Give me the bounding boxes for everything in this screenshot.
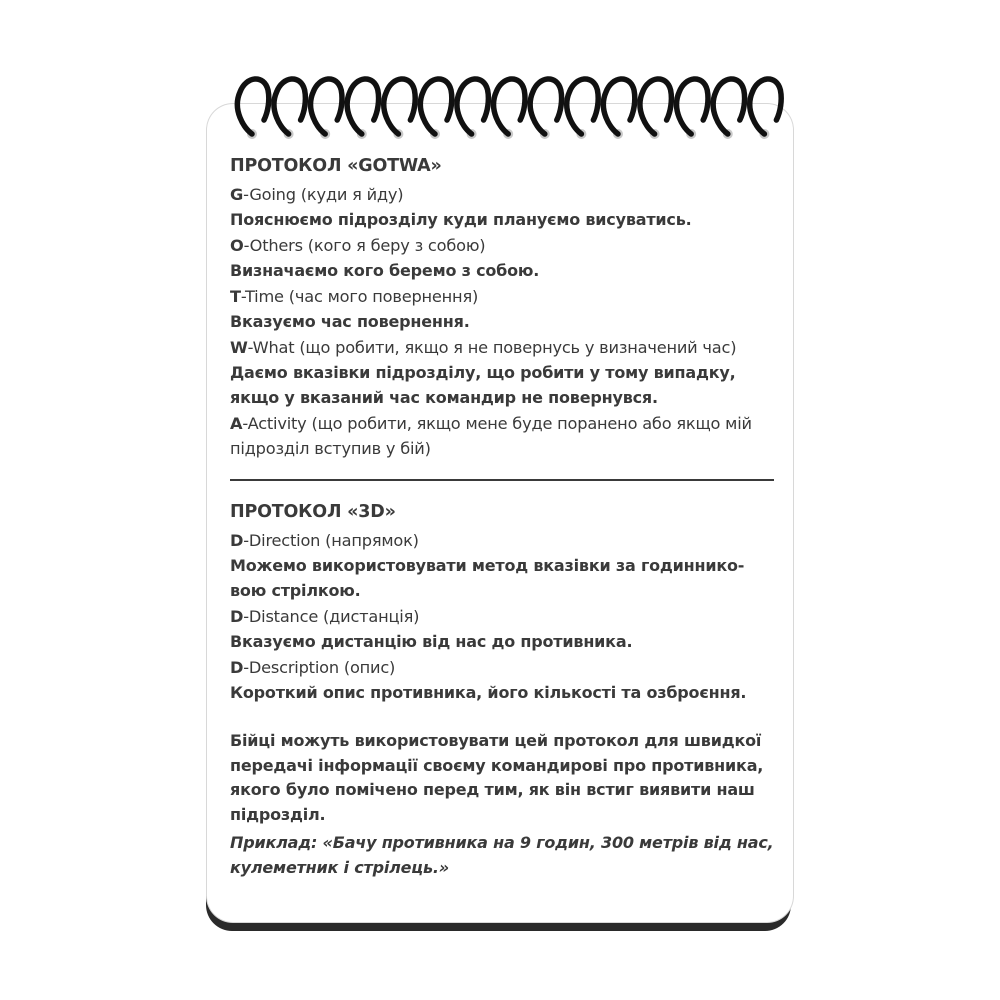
gotwa-item-desc: Даємо вказівки підрозділу, що робити у тому випадку, якщо у вказаний час командир не повернувся. xyxy=(230,363,736,407)
gotwa-item-g xyxy=(230,182,780,232)
key-letter: A xyxy=(230,414,243,433)
section-divider xyxy=(230,479,774,481)
gotwa-item-key xyxy=(230,411,780,461)
key-text: -What (що робити, якщо я не повернусь у визначений час) xyxy=(247,338,737,357)
gotwa-item-o xyxy=(230,233,780,283)
three-d-explanation: Бійці можуть використовувати цей протокол для швидкої передачі інформації своєму командирові про противника, якого було помічено перед тим, як він встиг виявити наш підрозділ. xyxy=(230,731,764,824)
three-d-item-key xyxy=(230,604,780,629)
key-letter: D xyxy=(230,658,244,677)
gotwa-item-desc: Пояснюємо підрозділу куди плануємо висуватись. xyxy=(230,210,692,229)
gotwa-item-key xyxy=(230,233,780,258)
gotwa-item-key xyxy=(230,335,780,360)
three-d-example: Приклад: «Бачу противника на 9 годин, 300 метрів від нас, кулеметник і стрілець.» xyxy=(230,833,774,877)
three-d-item-desc: Короткий опис противника, його кількості та озброєння. xyxy=(230,683,747,702)
gotwa-item-key xyxy=(230,182,780,207)
three-d-item-key xyxy=(230,655,780,680)
three-d-item-direction xyxy=(230,528,780,603)
key-letter: D xyxy=(230,607,244,626)
key-letter: G xyxy=(230,185,244,204)
key-letter: O xyxy=(230,236,244,255)
key-text: -Time (час мого повернення) xyxy=(240,287,479,306)
gotwa-item-key xyxy=(230,284,780,309)
three-d-item-distance xyxy=(230,604,780,654)
gotwa-item-w xyxy=(230,335,780,410)
page-content xyxy=(230,153,780,880)
three-d-item-desc: Можемо використовувати метод вказівки за годиннико-вою стрілкою. xyxy=(230,556,745,600)
key-letter: W xyxy=(230,338,248,357)
key-letter: T xyxy=(230,287,241,306)
key-text: -Distance (дистанція) xyxy=(243,607,420,626)
three-d-heading: ПРОТОКОЛ «3D» xyxy=(230,502,396,522)
key-text: -Activity (що робити, якщо мене буде поранено або якщо мій підрозділ вступив у бій) xyxy=(230,414,752,458)
gotwa-heading: ПРОТОКОЛ «GOTWA» xyxy=(230,156,442,176)
three-d-item-key xyxy=(230,528,780,553)
three-d-item-description xyxy=(230,655,780,705)
gotwa-item-a xyxy=(230,411,780,461)
three-d-item-desc: Вказуємо дистанцію від нас до противника. xyxy=(230,632,633,651)
gotwa-item-t xyxy=(230,284,780,334)
key-text: -Others (кого я беру з собою) xyxy=(243,236,486,255)
key-text: -Going (куди я йду) xyxy=(243,185,404,204)
gotwa-item-desc: Вказуємо час повернення. xyxy=(230,312,470,331)
key-text: -Description (опис) xyxy=(243,658,396,677)
key-letter: D xyxy=(230,531,244,550)
gotwa-item-desc: Визначаємо кого беремо з собою. xyxy=(230,261,540,280)
key-text: -Direction (напрямок) xyxy=(243,531,419,550)
